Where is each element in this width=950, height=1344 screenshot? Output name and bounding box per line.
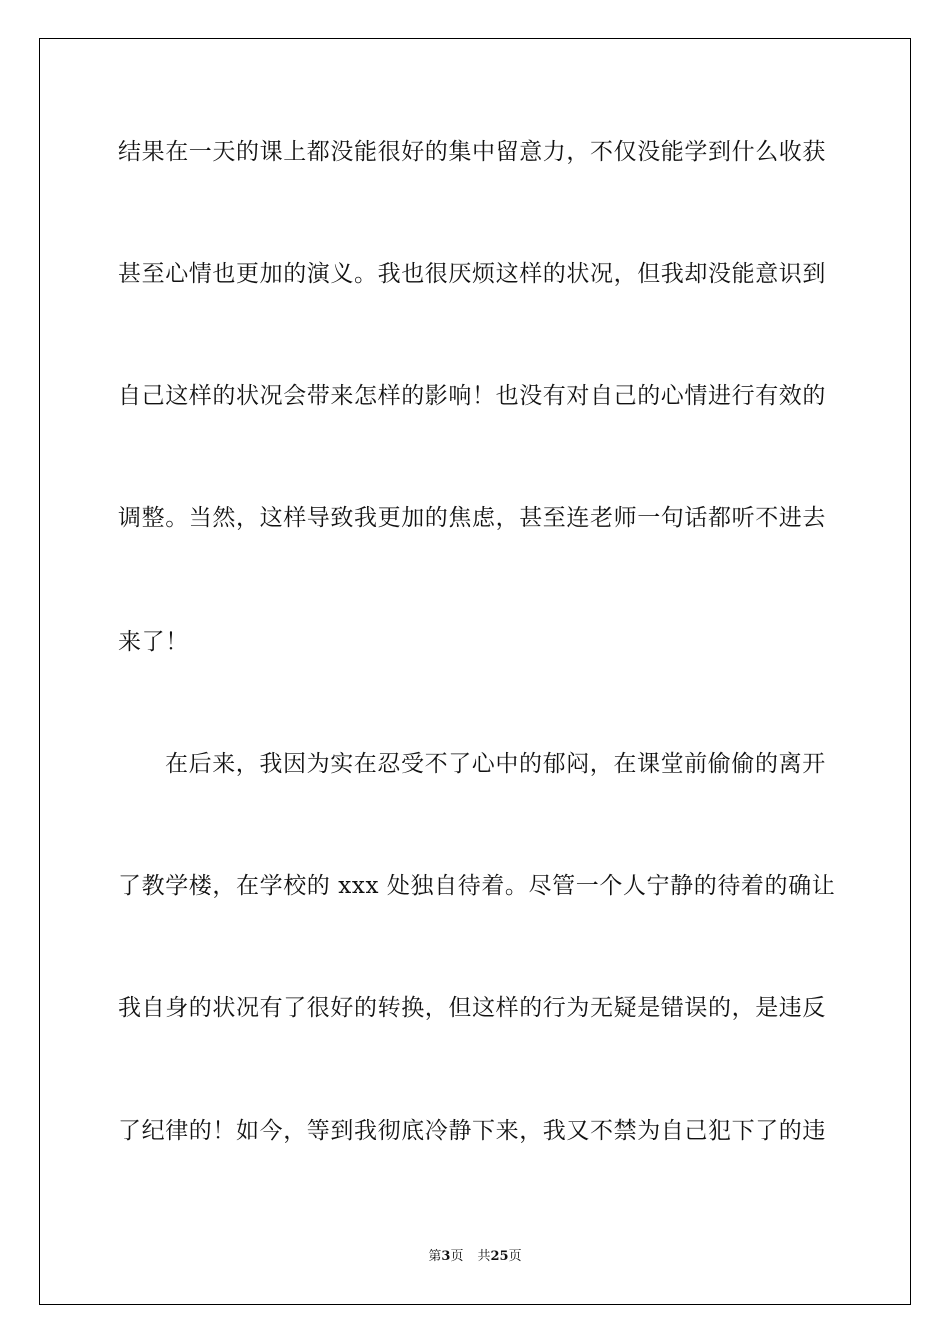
page-border bbox=[39, 38, 911, 1305]
page-prefix: 第 bbox=[428, 1249, 442, 1264]
paragraph-line: 来了！ bbox=[118, 629, 189, 655]
paragraph-line: 甚至心情也更加的演义。我也很厌烦这样的状况，但我却没能意识到 bbox=[118, 261, 826, 287]
paragraph-line: 调整。当然，这样导致我更加的焦虑，甚至连老师一句话都听不进去 bbox=[118, 505, 826, 531]
total-suffix: 页 bbox=[508, 1249, 522, 1264]
paragraph-line: 了纪律的！如今，等到我彻底冷静下来，我又不禁为自己犯下了的违 bbox=[118, 1118, 826, 1144]
total-pages: 25 bbox=[490, 1249, 509, 1264]
paragraph-line: 自己这样的状况会带来怎样的影响！也没有对自己的心情进行有效的 bbox=[118, 383, 826, 409]
page-suffix: 页 bbox=[450, 1249, 464, 1264]
page-footer bbox=[0, 1249, 950, 1265]
total-prefix: 共 bbox=[477, 1249, 491, 1264]
page-number: 3 bbox=[441, 1249, 451, 1264]
paragraph-line: 在后来，我因为实在忍受不了心中的郁闷，在课堂前偷偷的离开 bbox=[165, 751, 826, 777]
paragraph-line: 我自身的状况有了很好的转换，但这样的行为无疑是错误的，是违反 bbox=[118, 995, 826, 1021]
paragraph-line: 结果在一天的课上都没能很好的集中留意力，不仅没能学到什么收获 bbox=[118, 139, 826, 165]
paragraph-line: 了教学楼，在学校的 xxx 处独自待着。尽管一个人宁静的待着的确让 bbox=[118, 873, 836, 899]
